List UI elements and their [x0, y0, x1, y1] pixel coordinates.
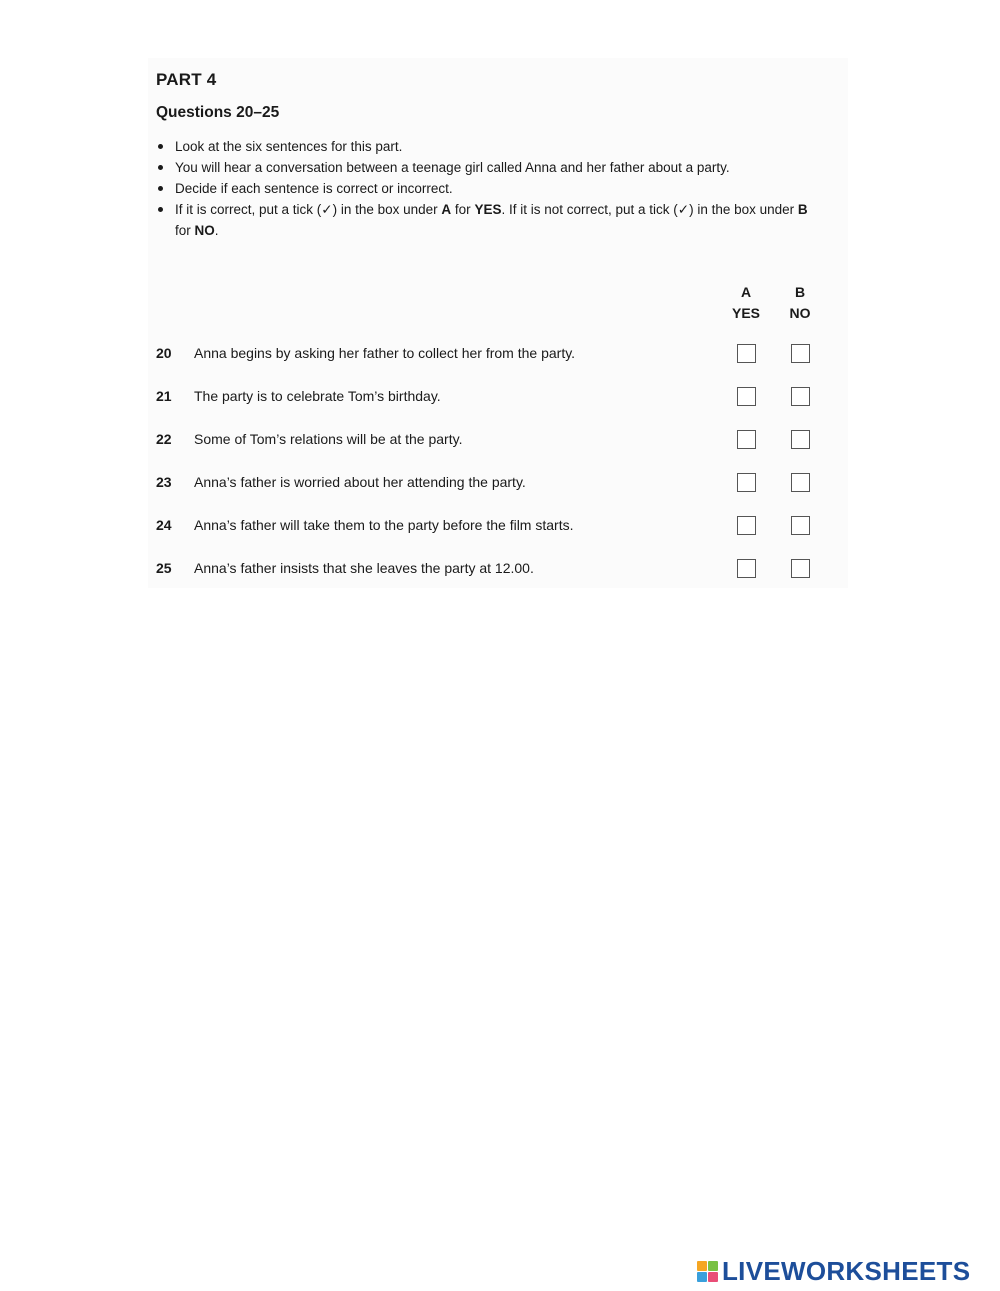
question-text: Anna’s father will take them to the party before the film starts.: [194, 517, 574, 533]
logo-tile: [708, 1261, 718, 1271]
questions-title: Questions 20–25: [156, 104, 280, 121]
answer-yes-checkbox[interactable]: [737, 516, 756, 535]
answer-no-checkbox[interactable]: [791, 559, 810, 578]
question-number: 23: [156, 474, 172, 490]
question-text: The party is to celebrate Tom’s birthday.: [194, 388, 441, 404]
question-text: Anna’s father insists that she leaves the party at 12.00.: [194, 560, 534, 576]
instructions-list: [156, 136, 816, 241]
answer-yes-checkbox[interactable]: [737, 344, 756, 363]
question-row: [156, 514, 820, 538]
logo-tile: [708, 1272, 718, 1282]
question-number: 20: [156, 345, 172, 361]
instruction-text: .: [214, 223, 219, 238]
instruction-text: If it is correct, put a tick (✓) in the box under: [175, 202, 442, 217]
instruction-text: . If it is not correct, put a tick (✓) in the box under: [501, 202, 798, 217]
answer-no-checkbox[interactable]: [791, 516, 810, 535]
instruction-letter-a: A: [441, 202, 452, 217]
column-b-header: [780, 282, 820, 324]
logo-tile: [697, 1261, 707, 1271]
instruction-item: Decide if each sentence is correct or incorrect.: [156, 178, 816, 199]
part-title: PART 4: [156, 70, 217, 89]
question-text: Some of Tom’s relations will be at the party.: [194, 431, 463, 447]
column-b-label: NO: [789, 305, 811, 321]
answer-yes-checkbox[interactable]: [737, 559, 756, 578]
question-text: Anna’s father is worried about her attending the party.: [194, 474, 526, 490]
question-number: 25: [156, 560, 172, 576]
logo-tile: [697, 1272, 707, 1282]
column-a-header: [726, 282, 766, 324]
question-row: [156, 385, 820, 409]
liveworksheets-logo-icon: [697, 1261, 718, 1282]
liveworksheets-logo: [697, 1257, 970, 1285]
instruction-item: Look at the six sentences for this part.: [156, 136, 816, 157]
column-b-letter: B: [794, 284, 806, 300]
answer-no-checkbox[interactable]: [791, 430, 810, 449]
instruction-item: You will hear a conversation between a teenage girl called Anna and her father about a party.: [156, 157, 816, 178]
answer-yes-checkbox[interactable]: [737, 473, 756, 492]
answer-no-checkbox[interactable]: [791, 344, 810, 363]
question-text: Anna begins by asking her father to collect her from the party.: [194, 345, 576, 361]
instruction-letter-b: B: [797, 202, 808, 217]
column-a-letter: A: [740, 284, 752, 300]
answer-no-checkbox[interactable]: [791, 473, 810, 492]
column-a-label: YES: [731, 305, 760, 321]
instruction-yes: YES: [474, 202, 502, 217]
answer-yes-checkbox[interactable]: [737, 430, 756, 449]
liveworksheets-logo-text: LIVEWORKSHEETS: [722, 1255, 971, 1286]
question-row: [156, 428, 820, 452]
question-row: [156, 471, 820, 495]
question-row: [156, 342, 820, 366]
question-number: 24: [156, 517, 172, 533]
answer-yes-checkbox[interactable]: [737, 387, 756, 406]
instruction-text: for: [451, 202, 475, 217]
question-number: 22: [156, 431, 172, 447]
question-row: [156, 557, 820, 581]
instruction-item: [156, 199, 816, 241]
answer-no-checkbox[interactable]: [791, 387, 810, 406]
instruction-no: NO: [194, 223, 215, 238]
question-number: 21: [156, 388, 172, 404]
instruction-text: for: [175, 223, 195, 238]
